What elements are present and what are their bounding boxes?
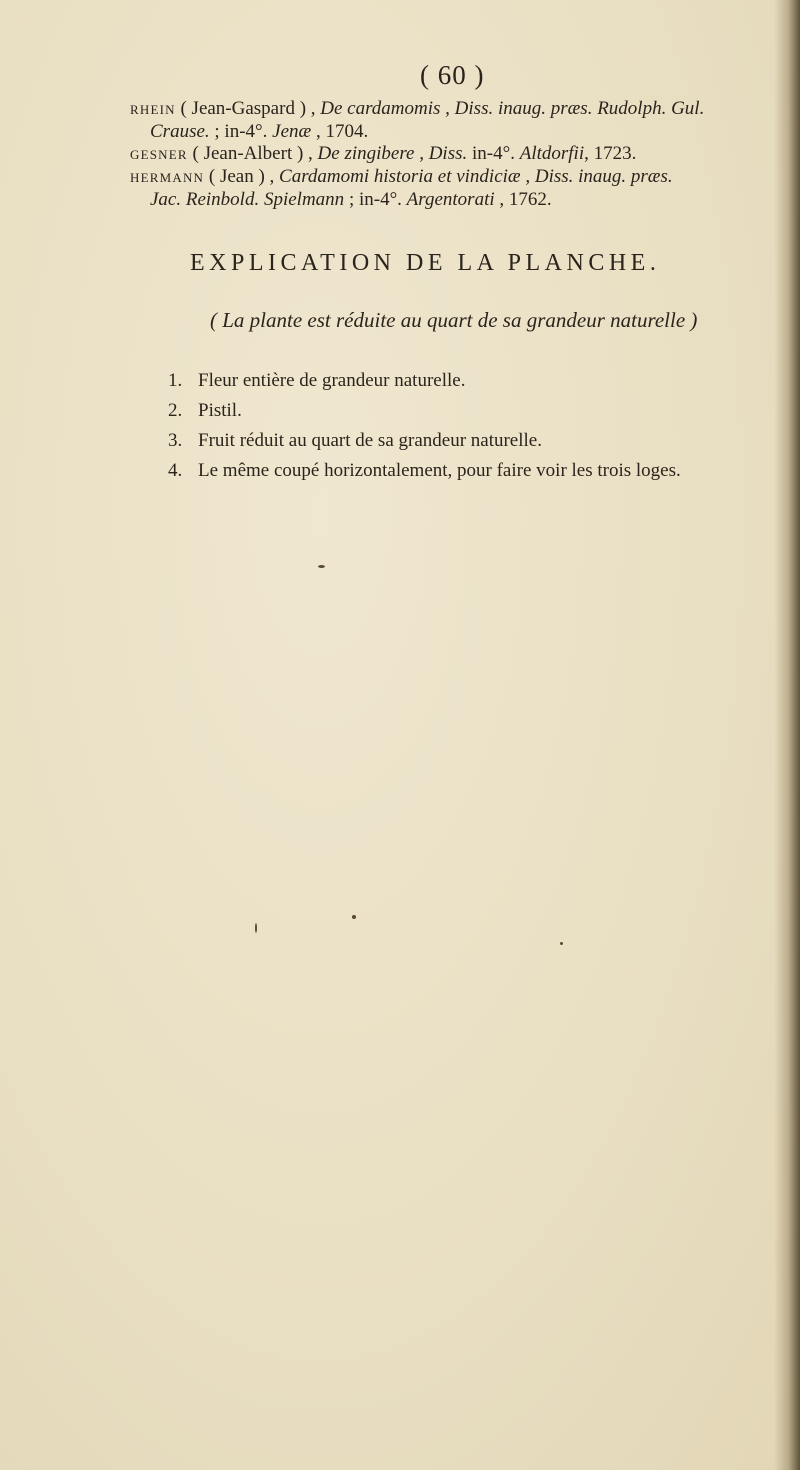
author-name: ( Jean-Albert ) , bbox=[192, 143, 318, 164]
list-item bbox=[168, 396, 681, 426]
reference-rhein bbox=[130, 98, 770, 143]
item-text: Pistil. bbox=[198, 400, 242, 421]
section-heading: EXPLICATION DE LA PLANCHE. bbox=[190, 250, 661, 276]
author: GESNER bbox=[130, 147, 188, 162]
item-text: Le même coupé horizontalement, pour faire voir les trois loges. bbox=[198, 460, 681, 481]
author-name: ( Jean ) , bbox=[208, 166, 280, 187]
item-number: 4. bbox=[168, 460, 183, 481]
plate-explanation-list bbox=[168, 366, 681, 486]
reference-hermann bbox=[130, 166, 770, 211]
work-title-cont: Crause. bbox=[150, 121, 210, 142]
place: Jenæ bbox=[272, 121, 312, 142]
year: , 1762. bbox=[494, 189, 552, 210]
work-title: De zingibere , Diss. bbox=[317, 143, 468, 164]
place: Altdorfii bbox=[519, 143, 585, 164]
item-number: 3. bbox=[168, 430, 183, 451]
reference-gesner bbox=[130, 143, 770, 166]
year: , 1723. bbox=[584, 143, 637, 164]
item-text: Fleur entière de grandeur naturelle. bbox=[198, 370, 466, 391]
bibliography bbox=[130, 98, 770, 211]
paper-speck bbox=[560, 942, 563, 945]
format: ; in-4°. bbox=[344, 189, 407, 210]
paper-speck bbox=[255, 923, 257, 933]
year: , 1704. bbox=[311, 121, 369, 142]
work-title-cont: Jac. Reinbold. Spielmann bbox=[150, 189, 345, 210]
paper-speck bbox=[352, 915, 356, 919]
work-title: Cardamomi historia et vindiciæ , Diss. inaug. præs. bbox=[279, 166, 673, 187]
item-number: 1. bbox=[168, 370, 183, 391]
place: Argentorati bbox=[406, 189, 495, 210]
work-title: De cardamomis , Diss. inaug. præs. Rudolph. Gul. bbox=[320, 98, 705, 119]
page-number: ( 60 ) bbox=[420, 60, 485, 90]
format: in-4°. bbox=[467, 143, 520, 164]
format: ; in-4°. bbox=[209, 121, 273, 142]
author-name: ( Jean-Gaspard ) , bbox=[180, 98, 321, 119]
list-item bbox=[168, 426, 681, 456]
author: HERMANN bbox=[130, 170, 205, 185]
page-edge-shadow bbox=[774, 0, 800, 1470]
item-number: 2. bbox=[168, 400, 183, 421]
author: RHEIN bbox=[130, 102, 176, 117]
section-subheading: ( La plante est réduite au quart de sa grandeur naturelle ) bbox=[210, 308, 698, 332]
paper-speck bbox=[318, 565, 325, 568]
list-item bbox=[168, 456, 681, 486]
item-text: Fruit réduit au quart de sa grandeur naturelle. bbox=[198, 430, 542, 451]
list-item bbox=[168, 366, 681, 396]
